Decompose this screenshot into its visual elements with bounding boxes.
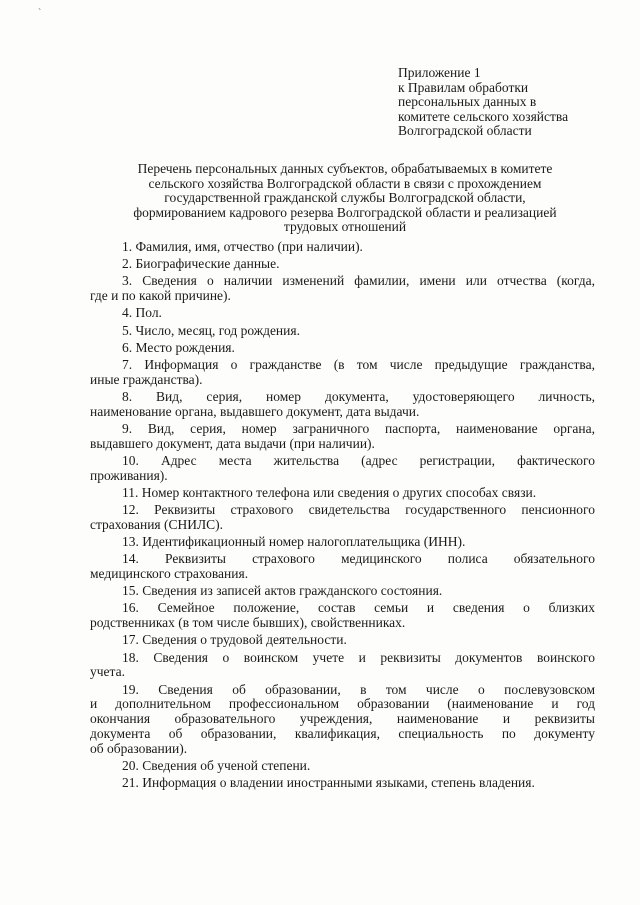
appendix-line: Приложение 1 bbox=[398, 65, 481, 80]
list-item-line: 5. Число, месяц, год рождения. bbox=[122, 322, 300, 338]
list-item bbox=[90, 390, 595, 420]
list-item-line: проживания). bbox=[90, 467, 168, 483]
list-item bbox=[90, 776, 595, 791]
appendix-line: к Правилам обработки bbox=[398, 79, 529, 95]
list-item-line: 11. Номер контактного телефона или сведения о других способах связи. bbox=[122, 484, 537, 500]
list-item-line: 15. Сведения из записей актов гражданского состояния. bbox=[122, 583, 443, 599]
list-item-line: 10. Адрес места жительства (адрес регистрации, фактического bbox=[122, 452, 595, 468]
title-line: государственной гражданской службы Волгоградской области, bbox=[164, 190, 526, 206]
list-item bbox=[90, 274, 595, 304]
list-item-line: страхования (СНИЛС). bbox=[90, 516, 224, 532]
list-item-line: 2. Биографические данные. bbox=[122, 256, 280, 272]
list-item bbox=[90, 358, 595, 388]
title-line: сельского хозяйства Волгоградской области в связи с прохождением bbox=[148, 175, 542, 191]
list-item-line: 3. Сведения о наличии изменений фамилии, имени или отчества (когда, bbox=[122, 273, 595, 289]
list-item-line: об образовании). bbox=[90, 740, 188, 756]
document-title bbox=[110, 162, 580, 235]
list-item bbox=[90, 257, 595, 272]
list-item-line: документа об образовании, квалификация, специальность по документу bbox=[90, 725, 595, 741]
list-item-line: 21. Информация о владении иностранными языками, степень владения. bbox=[122, 775, 535, 791]
title-line: Перечень персональных данных субъектов, обрабатываемых в комитете bbox=[137, 161, 553, 176]
list-item bbox=[90, 486, 595, 501]
list-item-line: 16. Семейное положение, состав семьи и сведения о близких bbox=[122, 600, 595, 616]
list-item-line: 17. Сведения о трудовой деятельности. bbox=[122, 632, 347, 648]
title-line: формированием кадрового резерва Волгоградской области и реализацией bbox=[133, 204, 557, 220]
list-item-line: наименование органа, выдавшего документ, дата выдачи. bbox=[90, 403, 420, 419]
list-item bbox=[90, 552, 595, 582]
list-item-line: 20. Сведения об ученой степени. bbox=[122, 757, 311, 773]
list-item bbox=[90, 633, 595, 648]
list-item-line: учета. bbox=[90, 664, 125, 680]
list-item bbox=[90, 601, 595, 631]
list-item-line: окончания образовательного учреждения, наименование и реквизиты bbox=[90, 711, 595, 727]
list-item-line: родственниках (в том числе бывших), свойственниках. bbox=[90, 615, 406, 631]
list-item-line: 4. Пол. bbox=[122, 305, 162, 321]
list-item-line: 7. Информация о гражданстве (в том числе предыдущие гражданства, bbox=[122, 356, 595, 372]
title-line: трудовых отношений bbox=[283, 219, 407, 235]
data-list bbox=[90, 240, 595, 793]
list-item-line: и дополнительном профессиональном образовании (наименование и год bbox=[90, 696, 595, 712]
list-item-line: выдавшего документ, дата выдачи (при наличии). bbox=[90, 435, 375, 451]
list-item bbox=[90, 324, 595, 339]
list-item bbox=[90, 341, 595, 356]
list-item bbox=[90, 306, 595, 321]
appendix-line: комитете сельского хозяйства bbox=[398, 108, 569, 124]
list-item-line: 6. Место рождения. bbox=[122, 339, 235, 355]
appendix-line: Волгоградской области bbox=[398, 123, 532, 139]
scan-mark: ` bbox=[38, 8, 42, 19]
list-item bbox=[90, 759, 595, 774]
appendix-header bbox=[398, 66, 608, 139]
list-item-line: 9. Вид, серия, номер заграничного паспорта, наименование органа, bbox=[122, 420, 595, 436]
list-item-line: медицинского страхования. bbox=[90, 566, 249, 582]
appendix-line: персональных данных в bbox=[398, 94, 537, 110]
list-item-line: 18. Сведения о воинском учете и реквизиты документов воинского bbox=[122, 649, 595, 665]
list-item-line: 14. Реквизиты страхового медицинского полиса обязательного bbox=[122, 551, 595, 567]
list-item bbox=[90, 584, 595, 599]
list-item bbox=[90, 240, 595, 255]
list-item-line: 13. Идентификационный номер налогоплательщика (ИНН). bbox=[122, 534, 466, 550]
list-item bbox=[90, 503, 595, 533]
list-item-line: иные гражданства). bbox=[90, 371, 203, 387]
list-item bbox=[90, 454, 595, 484]
list-item-line: 19. Сведения об образовании, в том числе о послевузовском bbox=[122, 681, 595, 697]
list-item-line: 8. Вид, серия, номер документа, удостоверяющего личность, bbox=[122, 388, 595, 404]
list-item-line: где и по какой причине). bbox=[90, 288, 231, 304]
list-item bbox=[90, 535, 595, 550]
list-item-line: 1. Фамилия, имя, отчество (при наличии). bbox=[122, 239, 363, 254]
list-item bbox=[90, 651, 595, 681]
list-item bbox=[90, 422, 595, 452]
list-item bbox=[90, 683, 595, 757]
list-item-line: 12. Реквизиты страхового свидетельства государственного пенсионного bbox=[122, 502, 595, 518]
